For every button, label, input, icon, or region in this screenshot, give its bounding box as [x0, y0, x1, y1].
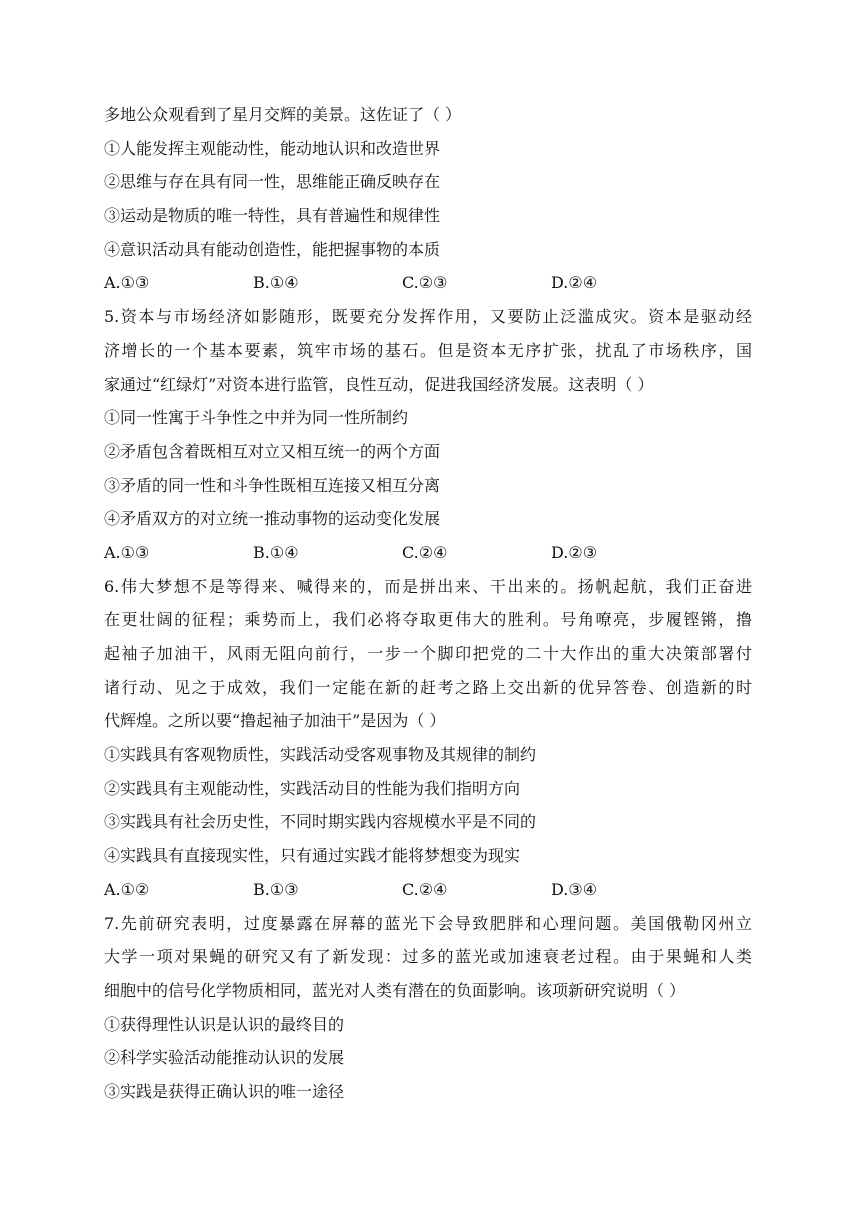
question-7-stem-line: 大学一项对果蝇的研究又有了新发现：过多的蓝光或加速衰老过程。由于果蝇和人类: [104, 947, 752, 967]
question-4-statement-4: ④意识活动具有能动创造性，能把握事物的本质: [104, 239, 441, 259]
page-content: [104, 98, 752, 1109]
question-4-statement-1: ①人能发挥主观能动性，能动地认识和改造世界: [104, 138, 441, 158]
question-4-statement-3: ③运动是物质的唯一特性，具有普遍性和规律性: [104, 206, 441, 226]
question-5-stem: [104, 300, 752, 401]
question-4-option-b: B.①④: [253, 273, 299, 293]
question-6-option-d: D.③④: [551, 879, 598, 899]
question-5-stem-line: 济增长的一个基本要素，筑牢市场的基石。但是资本无序扩张，扰乱了市场秩序，国: [104, 340, 752, 360]
question-6-stem-line: 代辉煌。之所以要“撸起袖子加油干”是因为（ ）: [104, 711, 446, 731]
question-4-statement-2: ②思维与存在具有同一性，思维能正确反映存在: [104, 172, 441, 192]
question-6-statement-4: ④实践具有直接现实性，只有通过实践才能将梦想变为现实: [104, 846, 521, 866]
question-4-stem-tail: 多地公众观看到了星月交辉的美景。这佐证了（ ）: [104, 105, 462, 124]
question-7-stem: [104, 907, 752, 1008]
question-6-stem: [104, 570, 752, 738]
question-6-statement-2: ②实践具有主观能动性，实践活动目的性能为我们指明方向: [104, 778, 521, 798]
question-6-stem-line: 诸行动、见之于成效，我们一定能在新的赶考之路上交出新的优异答卷、创造新的时: [104, 677, 752, 697]
question-5-option-d: D.②③: [551, 542, 598, 562]
question-5-stem-line: 家通过“红绿灯”对资本进行监管，良性互动，促进我国经济发展。这表明（ ）: [104, 374, 654, 394]
question-5-options: [104, 536, 752, 570]
question-4-option-a: A.①③: [104, 273, 150, 293]
question-6-stem-line: 在更壮阔的征程；乘势而上，我们必将夺取更伟大的胜利。号角嘹亮，步履铿锵，撸: [104, 610, 752, 630]
question-6-option-c: C.②④: [402, 879, 448, 899]
question-4: [104, 98, 752, 300]
question-4-option-c: C.②③: [402, 273, 448, 293]
question-4-options: [104, 266, 752, 300]
question-6: [104, 570, 752, 907]
question-7-statement-3: ③实践是获得正确认识的唯一途径: [104, 1081, 345, 1101]
question-6-stem-line: 起袖子加油干，风雨无阻向前行，一步一个脚印把党的二十大作出的重大决策部署付: [104, 644, 752, 663]
question-5-option-b: B.①④: [253, 542, 299, 562]
question-7-stem-line: 7.先前研究表明，过度暴露在屏幕的蓝光下会导致肥胖和心理问题。美国俄勒冈州立: [104, 913, 752, 933]
question-6-stem-line: 6.伟大梦想不是等得来、喊得来的，而是拼出来、干出来的。扬帆起航，我们正奋进: [104, 576, 752, 596]
question-5-stem-line: 5.资本与市场经济如影随形，既要充分发挥作用，又要防止泛滥成灾。资本是驱动经: [104, 307, 752, 327]
question-6-option-b: B.①③: [253, 879, 299, 899]
question-5-statement-2: ②矛盾包含着既相互对立又相互统一的两个方面: [104, 441, 441, 461]
question-4-option-d: D.②④: [551, 273, 598, 293]
question-6-option-a: A.①②: [104, 879, 150, 899]
question-7-statement-1: ①获得理性认识是认识的最终目的: [104, 1014, 345, 1034]
question-5-statement-3: ③矛盾的同一性和斗争性既相互连接又相互分离: [104, 475, 441, 495]
question-7-stem-line: 细胞中的信号化学物质相同，蓝光对人类有潜在的负面影响。该项新研究说明（ ）: [104, 980, 686, 1000]
question-7: [104, 907, 752, 1109]
question-5-option-a: A.①③: [104, 542, 150, 562]
question-6-options: [104, 873, 752, 907]
question-5: [104, 300, 752, 570]
question-5-statement-1: ①同一性寓于斗争性之中并为同一性所制约: [104, 408, 409, 428]
question-6-statement-3: ③实践具有社会历史性，不同时期实践内容规模水平是不同的: [104, 812, 537, 832]
question-7-statement-2: ②科学实验活动能推动认识的发展: [104, 1048, 345, 1068]
question-6-statement-1: ①实践具有客观物质性，实践活动受客观事物及其规律的制约: [104, 745, 537, 765]
question-5-statement-4: ④矛盾双方的对立统一推动事物的运动变化发展: [104, 509, 441, 529]
question-5-option-c: C.②④: [402, 542, 448, 562]
